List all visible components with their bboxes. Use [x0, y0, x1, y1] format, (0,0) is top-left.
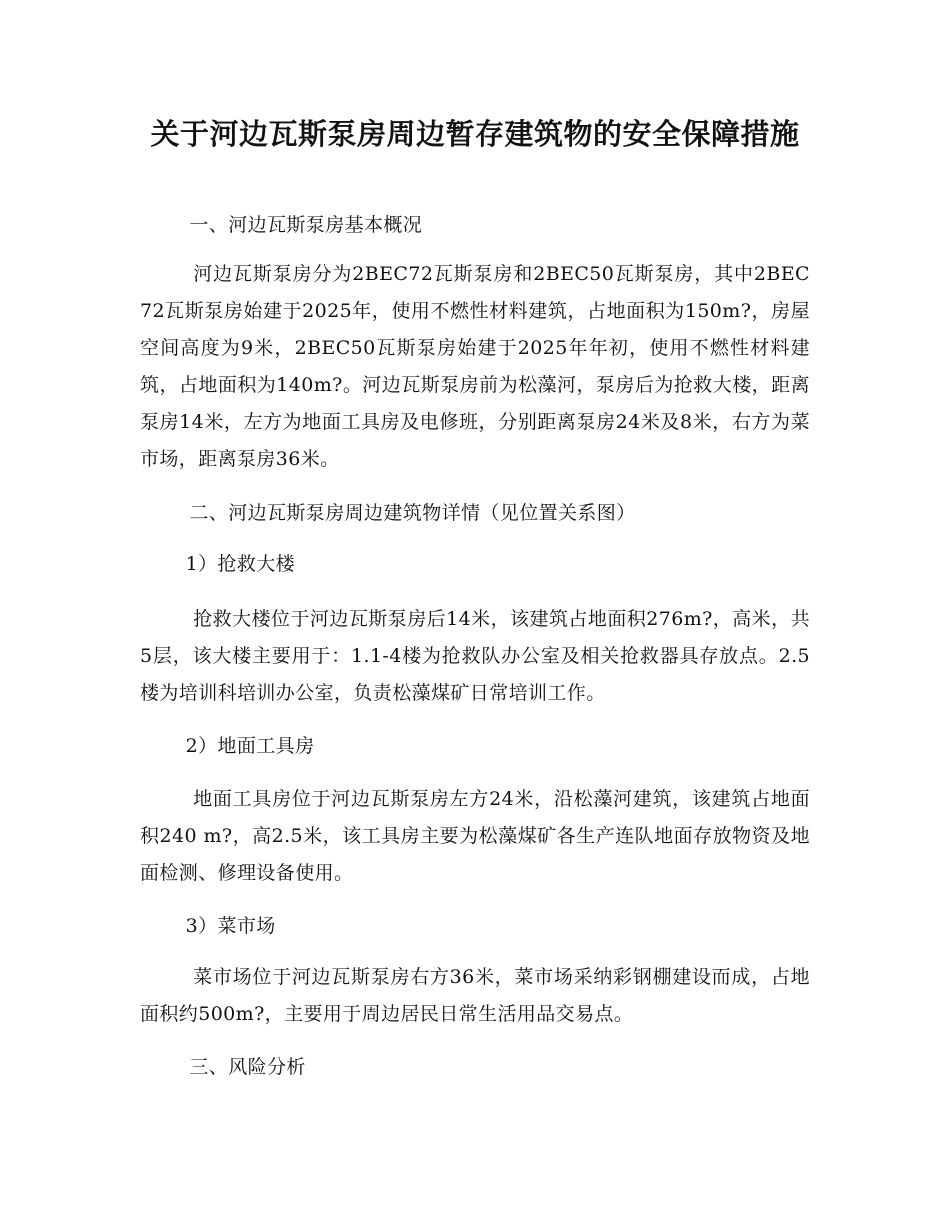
item-heading-tool-house: 2）地面工具房 [185, 735, 315, 757]
section-heading-buildings: 二、河边瓦斯泵房周边建筑物详情（见位置关系图） [189, 502, 636, 524]
paragraph-rescue-building: 抢救大楼位于河边瓦斯泵房后14米，该建筑占地面积276m?，高米，共5层，该大楼主要用于：1.1-4楼为抢救队办公室及相关抢救器具存放点。2.5楼为培训科培训办公室，负责松藻煤矿日常培训工作。 [140, 608, 810, 704]
item-heading-rescue-building: 1）抢救大楼 [185, 553, 296, 575]
section-heading-risk: 三、风险分析 [189, 1056, 306, 1078]
paragraph-tool-house: 地面工具房位于河边瓦斯泵房左方24米，沿松藻河建筑，该建筑占地面积240 m?，高2.5米，该工具房主要为松藻煤矿各生产连队地面存放物资及地面检测、修理设备使用。 [140, 788, 810, 884]
paragraph-overview: 河边瓦斯泵房分为2BEC72瓦斯泵房和2BEC50瓦斯泵房，其中2BEC72瓦斯泵房始建于2025年，使用不燃性材料建筑，占地面积为150m?，房屋空间高度为9米，2BEC50瓦斯泵房始建于2025年年初，使用不燃性材料建筑，占地面积为140m?。河边瓦斯泵房前为松藻河，泵房后为抢救大楼，距离泵房14米，左方为地面工具房及电修班，分别距离泵房24米及8米，右方为菜市场，距离泵房36米。 [140, 263, 810, 470]
section-heading-overview: 一、河边瓦斯泵房基本概况 [189, 214, 423, 236]
item-heading-market: 3）菜市场 [185, 915, 276, 937]
paragraph-market: 菜市场位于河边瓦斯泵房右方36米，菜市场采纳彩钢棚建设而成，占地面积约500m?，主要用于周边居民日常生活用品交易点。 [140, 966, 810, 1025]
document-title: 关于河边瓦斯泵房周边暂存建筑物的安全保障措施 [150, 117, 800, 151]
